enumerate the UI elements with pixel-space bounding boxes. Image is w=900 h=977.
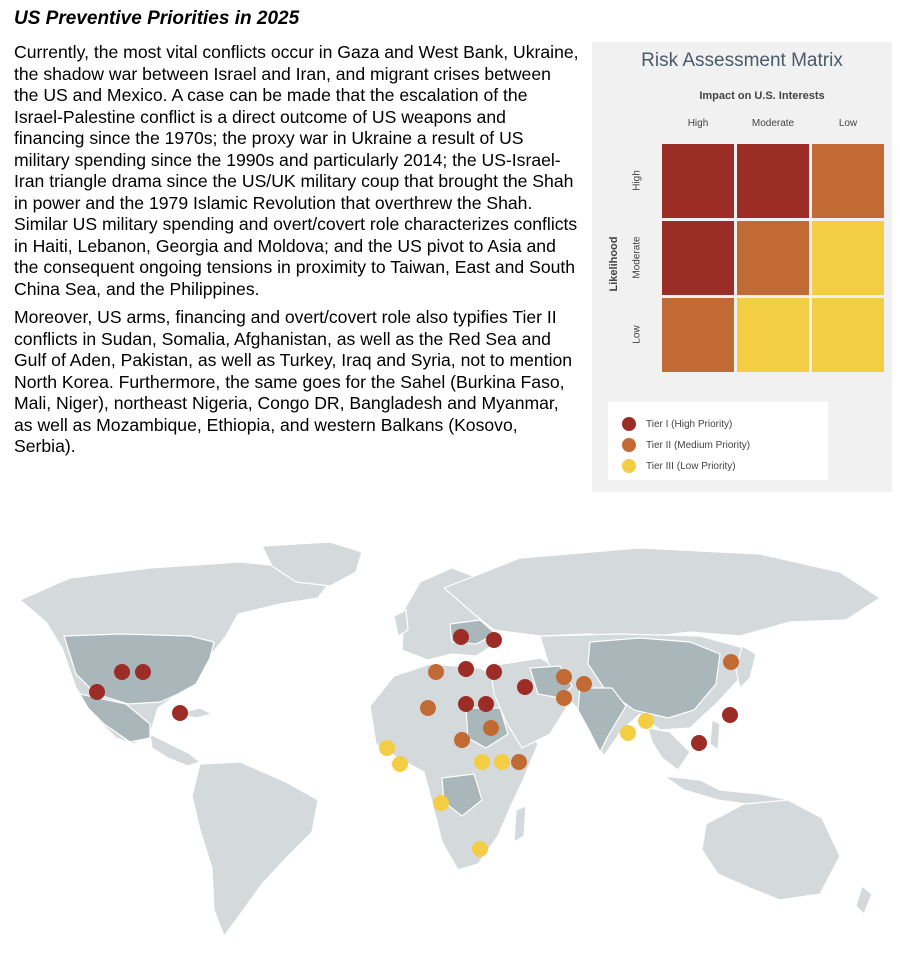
marker-iran-tier1 bbox=[722, 707, 738, 723]
marker-nigeria-tier3 bbox=[494, 754, 510, 770]
marker-pakistan-tier2 bbox=[483, 720, 499, 736]
world-map bbox=[0, 538, 900, 958]
legend-label: Tier III (Low Priority) bbox=[646, 460, 736, 472]
marker-us-tier1 bbox=[135, 664, 151, 680]
marker-congo-dr-tier3 bbox=[638, 713, 654, 729]
column-label-moderate: Moderate bbox=[751, 118, 795, 129]
marker-ukraine-tier1 bbox=[486, 632, 502, 648]
marker-philippines-tier1 bbox=[486, 664, 502, 680]
matrix-cell-high-low bbox=[812, 144, 884, 218]
marker-ethiopia-tier3 bbox=[472, 841, 488, 857]
impact-axis-label: Impact on U.S. Interests bbox=[699, 90, 825, 102]
land-south-america bbox=[192, 762, 318, 936]
marker-us-tier1 bbox=[114, 664, 130, 680]
tier2-dot-icon bbox=[622, 438, 636, 452]
matrix-cell-moderate-high bbox=[662, 221, 734, 295]
matrix-grid bbox=[662, 144, 884, 372]
marker-mali-tier3 bbox=[433, 795, 449, 811]
legend-label: Tier I (High Priority) bbox=[646, 418, 733, 430]
matrix-cell-low-moderate bbox=[737, 298, 809, 372]
land-australia bbox=[702, 800, 840, 900]
land-new-zealand bbox=[856, 886, 872, 914]
land-philippines bbox=[710, 720, 720, 750]
page-title: US Preventive Priorities in 2025 bbox=[14, 8, 300, 29]
legend-label: Tier II (Medium Priority) bbox=[646, 439, 751, 451]
tier1-dot-icon bbox=[622, 417, 636, 431]
marker-ethiopia-tier3 bbox=[620, 725, 636, 741]
marker-sudan-tier2 bbox=[723, 654, 739, 670]
row-label-moderate: Moderate bbox=[631, 236, 643, 279]
matrix-cell-low-low bbox=[812, 298, 884, 372]
marker-pakistan-tier2 bbox=[556, 690, 572, 706]
marker-georgia-tier1 bbox=[458, 661, 474, 677]
marker-somalia-tier2 bbox=[428, 664, 444, 680]
marker-red-sea-tier2 bbox=[511, 754, 527, 770]
paragraph: Currently, the most vital conflicts occur in Gaza and West Bank, Ukraine, the shadow war between Israel and Iran, and migrant crises between the US and Mexico. A case can be made that the escalation of the Israel-Palestine conflict is a direct outcome of US weapons and financing since the 1970s; the proxy war in Ukraine a result of US military spending since the 1990s and particularly 2014; the US-Israel-Iran triangle drama since the US/UK military coup that brought the Shah in power and the 1979 Islamic Revolution that overthrew the Shah. Similar US military spending and overt/covert role characterizes conflicts in Haiti, Lebanon, Georgia and Moldova; and the US pivot to Asia and the consequent ongoing tensions in proximity to Taiwan, East and South China Sea, and the Philippines. bbox=[14, 42, 579, 299]
marker-western-balkans-tier3 bbox=[379, 740, 395, 756]
marker-gaza-tier1 bbox=[478, 696, 494, 712]
legend-item-tier3 bbox=[622, 456, 736, 476]
marker-us-mexico-border-tier1 bbox=[89, 684, 105, 700]
column-label-low: Low bbox=[838, 118, 858, 129]
matrix-cell-low-high bbox=[662, 298, 734, 372]
land-central-america bbox=[150, 734, 200, 766]
legend bbox=[608, 402, 828, 480]
marker-haiti-tier1 bbox=[172, 705, 188, 721]
land-southeast-asia bbox=[648, 728, 690, 770]
matrix-cell-moderate-low bbox=[812, 221, 884, 295]
land-russia bbox=[444, 548, 880, 638]
marker-afghanistan-tier2 bbox=[576, 676, 592, 692]
marker-north-korea-tier2 bbox=[420, 700, 436, 716]
matrix-cell-moderate-moderate bbox=[737, 221, 809, 295]
land-layer bbox=[20, 542, 880, 936]
marker-syria-iraq-tier2 bbox=[556, 669, 572, 685]
land-madagascar bbox=[514, 806, 526, 842]
matrix-cell-high-moderate bbox=[737, 144, 809, 218]
paragraph: Moreover, US arms, financing and overt/covert role also typifies Tier II conflicts in Sudan, Somalia, Afghanistan, as well as the Red Sea and Gulf of Aden, Pakistan, as well as Turkey, Iraq and Syria, not to mention North Korea. Furthermore, the same goes for the Sahel (Burkina Faso, Mali, Niger), northeast Nigeria, Congo DR, Bangladesh and Myanmar, as well as Mozambique, Ethiopia, and western Balkans (Kosovo, Serbia). bbox=[14, 307, 573, 456]
marker-turkey-tier2 bbox=[454, 732, 470, 748]
row-label-low: Low bbox=[631, 325, 643, 344]
risk-matrix-panel bbox=[592, 42, 892, 492]
marker-lebanon-tier1 bbox=[458, 696, 474, 712]
likelihood-axis-label: Likelihood bbox=[608, 236, 620, 292]
article-body bbox=[14, 42, 580, 465]
legend-item-tier1 bbox=[622, 414, 732, 434]
marker-israel-tier1 bbox=[517, 679, 533, 695]
marker-burkina-faso-tier3 bbox=[474, 754, 490, 770]
matrix-title: Risk Assessment Matrix bbox=[641, 50, 843, 71]
column-label-high: High bbox=[687, 118, 709, 129]
matrix-cell-high-high bbox=[662, 144, 734, 218]
marker-libya-tier3 bbox=[392, 756, 408, 772]
legend-item-tier2 bbox=[622, 435, 750, 455]
row-label-high: High bbox=[631, 170, 643, 191]
tier3-dot-icon bbox=[622, 459, 636, 473]
marker-moldova-tier1 bbox=[453, 629, 469, 645]
marker-taiwan-tier1 bbox=[691, 735, 707, 751]
